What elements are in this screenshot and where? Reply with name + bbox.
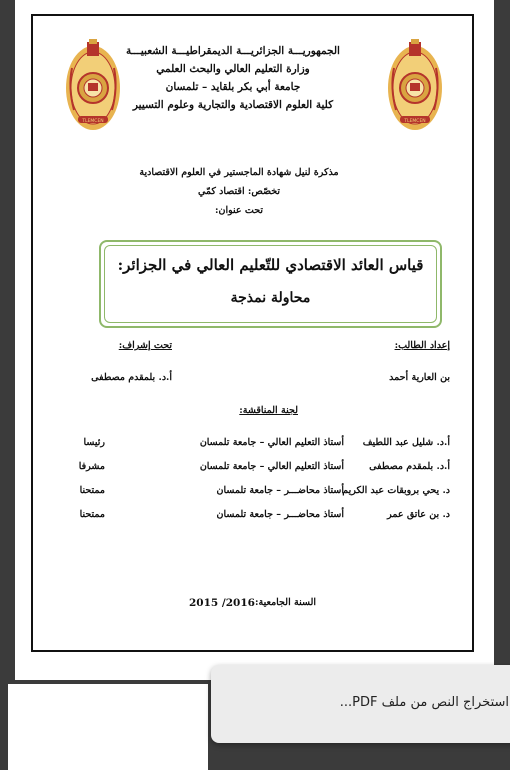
member-rank: أستاذ محاضـــر – جامعة تلمسان <box>216 485 344 496</box>
member-rank: أستاذ التعليم العالي – جامعة تلمسان <box>199 437 344 448</box>
next-pdf-page <box>8 684 208 770</box>
faculty-line: كلية العلوم الاقتصادية والتجارية وعلوم التسيير <box>132 99 334 111</box>
member-role: مشرفا <box>78 461 105 472</box>
institution-header <box>118 42 348 114</box>
extraction-toast <box>211 665 510 743</box>
member-name: د. بن عاتق عمر <box>387 509 450 520</box>
prep-label: إعداد الطالب: <box>394 340 450 351</box>
academic-year-value: 2015 /2016 <box>189 597 255 609</box>
seal-emblem-icon <box>64 38 122 136</box>
thesis-info <box>114 163 364 220</box>
member-name: د. يحي بروبقات عبد الكريم <box>342 485 450 496</box>
thesis-subtitle: محاولة نمذجة <box>230 290 311 306</box>
supervision-label: تحت إشراف: <box>118 340 172 351</box>
member-role: رئيسا <box>83 437 105 448</box>
university-seal-right <box>386 38 444 136</box>
title-intro-line: تحت عنوان: <box>215 205 263 216</box>
university-line: جامعة أبي بكر بلقايد – تلمسان <box>165 81 301 93</box>
ministry-line: وزارة التعليم العالي والبحث العلمي <box>156 63 310 75</box>
member-name: أ.د. بلمقدم مصطفى <box>369 461 450 472</box>
university-seal-left <box>64 38 122 136</box>
member-name: أ.د. شليل عبد اللطيف <box>362 437 450 448</box>
pdf-page <box>15 0 494 680</box>
committee-label: لجنة المناقشة: <box>239 405 298 416</box>
member-role: ممتحنا <box>79 509 105 520</box>
academic-year-label: السنة الجامعية: <box>255 597 316 608</box>
thesis-title-box <box>99 240 442 328</box>
specialty-line: تخصّص: اقتصاد كمّي <box>197 186 281 197</box>
svg-text:TLEMCEN: TLEMCEN <box>404 119 426 124</box>
degree-line: مذكرة لنيل شهادة الماجستير في العلوم الاقتصادية <box>139 167 339 178</box>
thesis-title: قياس العائد الاقتصادي للتّعليم العالي في الجزائر: <box>117 256 424 274</box>
member-role: ممتحنا <box>79 485 105 496</box>
student-name: بن العارية أحمد <box>389 372 450 383</box>
toast-text: استخراج النص من ملف PDF... <box>339 695 509 710</box>
supervisor-name: أ.د. بلمقدم مصطفى <box>91 372 172 383</box>
seal-emblem-icon <box>386 38 444 136</box>
member-rank: أستاذ التعليم العالي – جامعة تلمسان <box>199 461 344 472</box>
member-rank: أستاذ محاضـــر – جامعة تلمسان <box>216 509 344 520</box>
republic-line: الجمهوريـــة الجزائريـــة الديمقراطيـــة الشعبيـــة <box>126 45 340 57</box>
svg-text:TLEMCEN: TLEMCEN <box>82 119 104 124</box>
